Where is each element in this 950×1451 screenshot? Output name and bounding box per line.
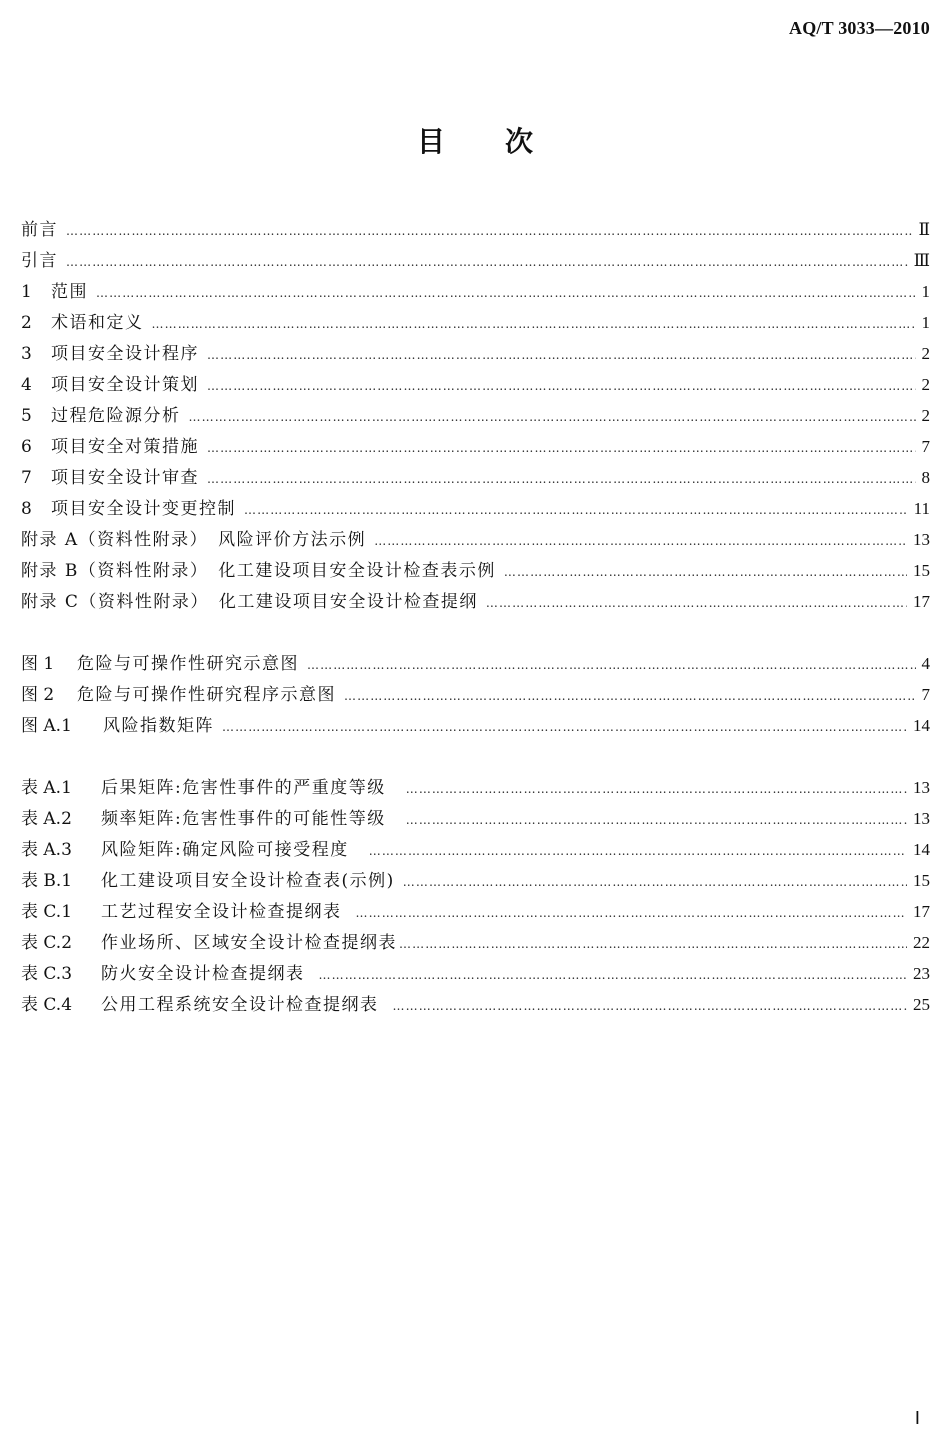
dot-leader xyxy=(207,371,916,402)
toc-entry-title: 引言 xyxy=(21,251,58,271)
dot-leader xyxy=(374,526,907,557)
toc-entry-number: 7 xyxy=(21,468,32,488)
toc-entry-title: 项目安全对策措施 xyxy=(51,437,199,457)
toc-entry-title: 危险与可操作性研究示意图 xyxy=(77,654,299,674)
dot-leader xyxy=(222,712,907,743)
toc-entry-page: 4 xyxy=(921,654,930,673)
toc-entry-page: 14 xyxy=(913,716,930,735)
toc-entry-page: 17 xyxy=(913,592,930,611)
dot-leader xyxy=(393,991,908,1022)
toc-entry-number: 4 xyxy=(21,375,32,395)
toc-entry-section-6[interactable] xyxy=(21,431,930,462)
toc-sections xyxy=(21,214,930,617)
toc-tables xyxy=(21,772,930,1020)
dot-leader xyxy=(399,929,907,960)
toc-entry-section-7[interactable] xyxy=(21,462,930,493)
toc-entry-page: 2 xyxy=(921,344,930,363)
dot-leader xyxy=(504,557,907,588)
toc-entry-table[interactable] xyxy=(21,927,930,958)
dot-leader xyxy=(152,309,916,340)
toc-entry-title: 附录 A（资料性附录） 风险评价方法示例 xyxy=(21,530,367,550)
dot-leader xyxy=(207,340,916,371)
toc-entry-number: 表 C.2 xyxy=(21,933,73,953)
dot-leader xyxy=(66,216,912,247)
toc-entry-title: 范围 xyxy=(51,282,88,302)
toc-entry-page: 11 xyxy=(913,499,930,518)
toc-entry-number: 表 B.1 xyxy=(21,871,73,891)
dot-leader xyxy=(406,805,907,836)
toc-entry-page: 1 xyxy=(921,282,930,301)
toc-entry-page: 2 xyxy=(921,375,930,394)
toc-entry-title: 化工建设项目安全设计检查表(示例) xyxy=(101,871,395,891)
toc-entry-title: 频率矩阵:危害性事件的可能性等级 xyxy=(101,809,386,829)
toc-entry-annex-a[interactable] xyxy=(21,524,930,555)
toc-entry-figure[interactable] xyxy=(21,710,930,741)
toc-entry-number: 8 xyxy=(21,499,32,519)
dot-leader xyxy=(369,836,907,867)
toc-entry-number: 表 C.1 xyxy=(21,902,73,922)
toc-entry-page: 15 xyxy=(913,561,930,580)
toc-entry-section-1[interactable] xyxy=(21,276,930,307)
toc-entry-page: 8 xyxy=(921,468,930,487)
toc-entry-title: 项目安全设计程序 xyxy=(51,344,199,364)
toc-entry-table[interactable] xyxy=(21,896,930,927)
dot-leader xyxy=(486,588,907,619)
toc-entry-number: 图 A.1 xyxy=(21,716,72,736)
toc-entry-annex-b[interactable] xyxy=(21,555,930,586)
toc-entry-page: Ⅲ xyxy=(913,251,930,270)
toc-entry-title: 风险指数矩阵 xyxy=(103,716,214,736)
toc-entry-page: Ⅱ xyxy=(918,220,930,239)
toc-entry-section-3[interactable] xyxy=(21,338,930,369)
toc-figures xyxy=(21,648,930,741)
toc-entry-figure[interactable] xyxy=(21,679,930,710)
toc-entry-table[interactable] xyxy=(21,958,930,989)
toc-entry-number: 图 2 xyxy=(21,685,55,705)
toc-entry-title: 作业场所、区域安全设计检查提纲表 xyxy=(101,933,397,953)
toc-entry-title: 工艺过程安全设计检查提纲表 xyxy=(101,902,342,922)
toc-entry-title: 危险与可操作性研究程序示意图 xyxy=(77,685,336,705)
toc-entry-page: 2 xyxy=(921,406,930,425)
toc-entry-page: 25 xyxy=(913,995,930,1014)
toc-entry-number: 2 xyxy=(21,313,32,333)
dot-leader xyxy=(189,402,916,433)
toc-entry-section-5[interactable] xyxy=(21,400,930,431)
toc-entry-number: 表 C.4 xyxy=(21,995,73,1015)
toc-entry-page: 15 xyxy=(913,871,930,890)
toc-entry-number: 6 xyxy=(21,437,32,457)
dot-leader xyxy=(406,774,907,805)
toc-entry-annex-c[interactable] xyxy=(21,586,930,617)
toc-entry-table[interactable] xyxy=(21,772,930,803)
toc-entry-page: 7 xyxy=(921,437,930,456)
toc-entry-page: 13 xyxy=(913,778,930,797)
toc-entry-title: 项目安全设计策划 xyxy=(51,375,199,395)
toc-entry-page: 23 xyxy=(913,964,930,983)
toc-entry-table[interactable] xyxy=(21,834,930,865)
dot-leader xyxy=(344,681,916,712)
dot-leader xyxy=(244,495,908,526)
toc-entry-table[interactable] xyxy=(21,865,930,896)
dot-leader xyxy=(403,867,907,898)
toc-entry-page: 7 xyxy=(921,685,930,704)
toc-entry-title: 附录 C（资料性附录） 化工建设项目安全设计检查提纲 xyxy=(21,592,478,612)
page-title: 目次 xyxy=(416,125,593,158)
toc-entry-page: 1 xyxy=(921,313,930,332)
dot-leader xyxy=(207,433,916,464)
dot-leader xyxy=(96,278,916,309)
dot-leader xyxy=(207,464,916,495)
toc-entry-page: 22 xyxy=(913,933,930,952)
toc-entry-page: 13 xyxy=(913,809,930,828)
toc-entry-title: 后果矩阵:危害性事件的严重度等级 xyxy=(101,778,386,798)
toc-entry-table[interactable] xyxy=(21,803,930,834)
toc-entry-title: 防火安全设计检查提纲表 xyxy=(101,964,305,984)
toc-entry-page: 13 xyxy=(913,530,930,549)
toc-entry-title: 附录 B（资料性附录） 化工建设项目安全设计检查表示例 xyxy=(21,561,496,581)
toc-entry-foreword[interactable] xyxy=(21,214,930,245)
toc-entry-section-4[interactable] xyxy=(21,369,930,400)
toc-entry-number: 1 xyxy=(21,282,32,302)
toc-entry-introduction[interactable] xyxy=(21,245,930,276)
toc-entry-number: 表 A.3 xyxy=(21,840,72,860)
toc-entry-title: 术语和定义 xyxy=(51,313,144,333)
toc-entry-number: 图 1 xyxy=(21,654,55,674)
standard-code: AQ/T 3033—2010 xyxy=(789,18,930,38)
toc-entry-number: 表 C.3 xyxy=(21,964,73,984)
toc-entry-table[interactable] xyxy=(21,989,930,1020)
page-number: Ⅰ xyxy=(914,1408,920,1428)
toc-entry-number: 表 A.1 xyxy=(21,778,72,798)
toc-entry-figure[interactable] xyxy=(21,648,930,679)
dot-leader xyxy=(356,898,908,929)
toc-entry-number: 表 A.2 xyxy=(21,809,72,829)
toc-entry-page: 14 xyxy=(913,840,930,859)
toc-entry-title: 项目安全设计审查 xyxy=(51,468,199,488)
toc-entry-page: 17 xyxy=(913,902,930,921)
dot-leader xyxy=(66,247,908,278)
toc-entry-number: 3 xyxy=(21,344,32,364)
toc-entry-section-8[interactable] xyxy=(21,493,930,524)
dot-leader xyxy=(319,960,908,991)
toc-entry-title: 风险矩阵:确定风险可接受程度 xyxy=(101,840,349,860)
toc-entry-title: 过程危险源分析 xyxy=(51,406,181,426)
toc-entry-number: 5 xyxy=(21,406,32,426)
toc-entry-title: 项目安全设计变更控制 xyxy=(51,499,236,519)
dot-leader xyxy=(307,650,916,681)
toc-entry-section-2[interactable] xyxy=(21,307,930,338)
toc-entry-title: 公用工程系统安全设计检查提纲表 xyxy=(101,995,379,1015)
toc-entry-title: 前言 xyxy=(21,220,58,240)
